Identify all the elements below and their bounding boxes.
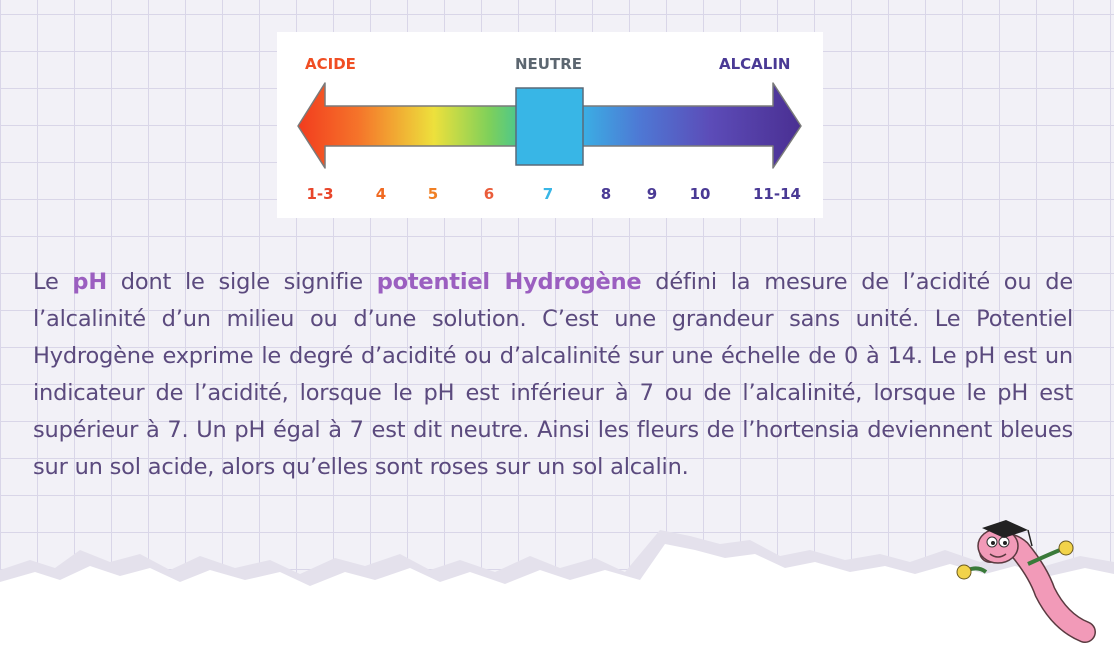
neutral-label: NEUTRE	[515, 55, 583, 73]
ph-tick-label: 1-3	[306, 185, 334, 203]
ph-tick-label: 5	[427, 185, 439, 203]
potentiel-hydrogene-term: potentiel Hydrogène	[376, 269, 642, 295]
ph-tick-label: 6	[483, 185, 495, 203]
ph-tick-label: 9	[646, 185, 658, 203]
ph-tick-label: 7	[542, 185, 554, 203]
ph-tick-label: 4	[375, 185, 387, 203]
alkaline-label: ALCALIN	[719, 55, 791, 73]
text-segment: défini la mesure de l’acidité ou de l’alcalinité d’un milieu ou d’une solution. C’est une grandeur sans unité. Le Potentiel Hydrogène exprime le degré d’acidité ou d’alcalinité sur une échelle de 0 à 14. Le pH est un indicateur de l’acidité, lorsque le pH est inférieur à 7 ou de l’alcalinité, lorsque le pH est supérieur à 7. Un pH égal à 7 est dit neutre. Ainsi les fleurs de l’hortensia deviennent bleues sur un sol acide, alors qu’elles sont roses sur un sol alcalin.	[33, 269, 1073, 480]
ph-description	[33, 264, 1073, 486]
ph-term: pH	[72, 269, 107, 295]
neutral-box	[516, 88, 583, 165]
torn-paper-decoration	[0, 510, 1114, 667]
ph-scale-image	[277, 32, 823, 218]
text-segment: dont le sigle signifie	[106, 269, 377, 295]
ph-tick-label: 11-14	[753, 185, 801, 203]
ph-tick-labels	[306, 185, 801, 203]
ph-tick-label: 8	[600, 185, 612, 203]
ph-tick-label: 10	[689, 185, 711, 203]
text-segment: Le	[33, 269, 73, 295]
ph-scale-graphic	[277, 32, 823, 218]
worm-graduate-icon	[950, 512, 1100, 652]
acid-label: ACIDE	[305, 55, 356, 73]
